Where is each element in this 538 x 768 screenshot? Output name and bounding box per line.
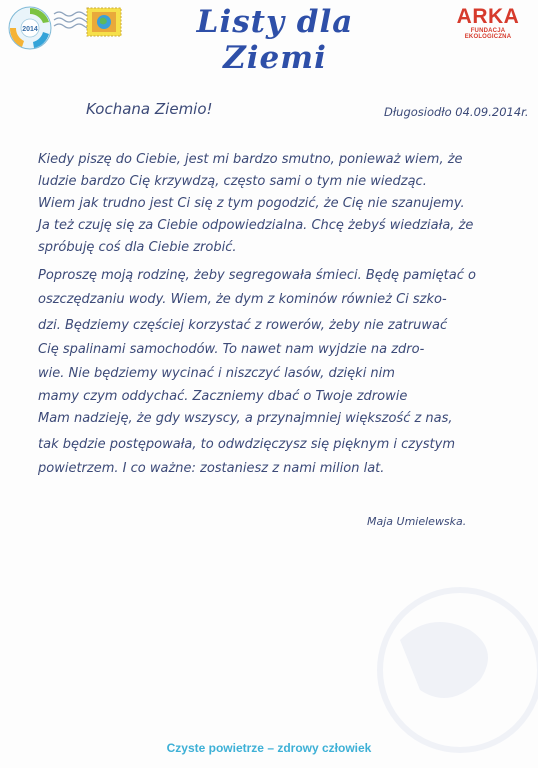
letter-line: oszczędzaniu wody. Wiem, że dym z kominów również Ci szko- <box>38 292 447 307</box>
letter-line: ludzie bardzo Cię krzywdzą, często sami o tym nie wiedząc. <box>38 174 427 189</box>
brand-subtitle: FUNDACJA EKOLOGICZNA <box>464 28 512 40</box>
letter-greeting: Kochana Ziemio! <box>86 100 213 118</box>
letter-line: Kiedy piszę do Ciebie, jest mi bardzo smutno, ponieważ wiem, że <box>38 152 463 167</box>
letter-line: Mam nadzieję, że gdy wszyscy, a przynajmniej większość z nas, <box>38 411 453 426</box>
letter-line: Wiem jak trudno jest Ci się z tym pogodzić, że Cię nie szanujemy. <box>38 196 465 211</box>
letter-line: mamy czym oddychać. Zaczniemy dbać o Twoje zdrowie <box>38 389 408 404</box>
letter-line: dzi. Będziemy częściej korzystać z rowerów, żeby nie zatruwać <box>38 318 448 333</box>
letter-line: tak będzie postępowała, to odwdzięczysz się pięknym i czystym <box>38 437 456 452</box>
footer-tagline: Czyste powietrze – zdrowy człowiek <box>166 741 372 755</box>
letter-line: wie. Nie będziemy wycinać i niszczyć lasów, dzięki nim <box>38 366 395 381</box>
letter-line: powietrzem. I co ważne: zostaniesz z nami milion lat. <box>38 461 385 476</box>
brand-name: ARKA <box>456 5 520 28</box>
letterhead-title: Listy dla Ziemi <box>196 4 354 76</box>
stamp-year: 2014 <box>22 26 38 33</box>
letter-line: Poproszę moją rodzinę, żeby segregowała śmieci. Będę pamiętać o <box>38 268 476 283</box>
letter-signature: Maja Umielewska. <box>367 515 467 528</box>
letter-line: Ja też czuję się za Ciebie odpowiedzialna. Chcę żebyś wiedziała, że <box>38 218 474 233</box>
letter-line: Cię spalinami samochodów. To nawet nam wyjdzie na zdro- <box>38 342 425 357</box>
letter-place-date: Długosiodło 04.09.2014r. <box>384 105 529 119</box>
letter-line: spróbuję coś dla Ciebie zrobić. <box>38 240 237 255</box>
